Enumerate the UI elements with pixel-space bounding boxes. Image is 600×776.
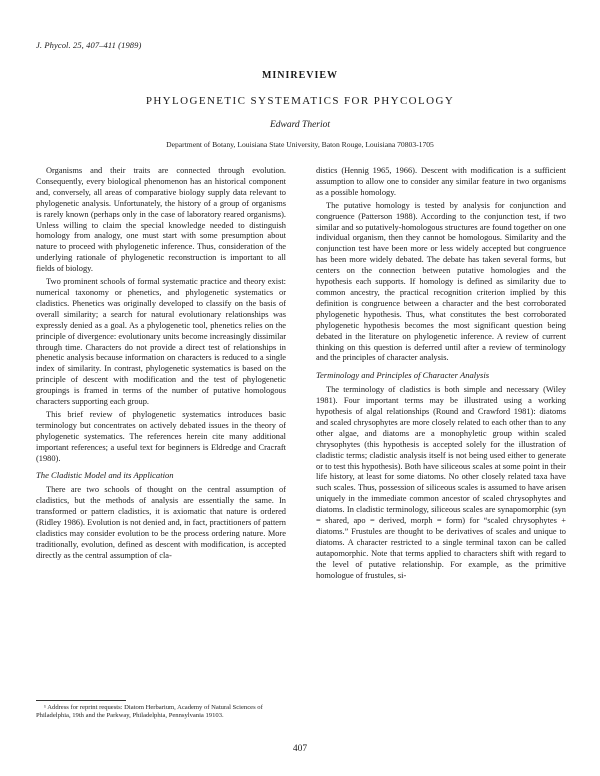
paragraph: This brief review of phylogenetic systematics introduces basic terminology but concentrates on actively debated issues in the theory of phylogenetic systematics. The references herein cite many additional important references; a useful text for beginners is Eldredge and Cracraft (1980). xyxy=(36,409,286,463)
paragraph: Organisms and their traits are connected through evolution. Consequently, every biological phenomenon has an historical component and, conversely, all areas of comparative biology supply data relevant to phylogenetic analysis. Unfortunately, the history of a group of organisms is rarely known (perhaps only in the case of laboratory reared organisms). Unless willing to claim the special knowledge needed to distinguish homology from analogy, one must start with some presumption about nature to proceed with phylogenetic inference. Thus, consideration of the underlying rationale of phylogenetic reconstruction is important to all fields of biology. xyxy=(36,166,286,274)
section-label: MINIREVIEW xyxy=(261,70,339,81)
footnote-divider xyxy=(36,700,126,701)
page-number: 407 xyxy=(292,744,308,754)
paragraph: There are two schools of thought on the central assumption of cladistics, but the methods of analysis are essentially the same. In transformed or pattern cladistics, it is axiomatic that nature is ordered (Ridley 1986). Evolution is not denied and, in fact, practitioners of pattern cladistics may consider evolution to be the process ordering nature. More traditionally, evolution, defined as descent with modification, is accepted directly as the central assumption of cla- xyxy=(36,485,286,560)
paragraph: Two prominent schools of formal systematic practice and theory exist: numerical taxonomy or phenetics, and phylogenetic systematics or cladistics. Phenetics was originally developed to classify on the basis of overall similarity; a search for natural evolutionary relationships was expressly denied as a goal. As a phylogenetic tool, phenetics relies on the principle of divergence: evolutionary units become increasingly dissimilar through time. Characters do not provide a direct test of relationships in phenetic analysis because information on characters is reduced to a single index of similarity. In contrast, phylogenetic systematics is based on the principle of descent with modification and the test of phylogenetic groupings is framed in terms of the number of putative homologous characters supporting each group. xyxy=(36,277,286,407)
author-affiliation: Department of Botany, Louisiana State University, Baton Rouge, Louisiana 70803-1705 xyxy=(166,140,434,149)
article-title: PHYLOGENETIC SYSTEMATICS FOR PHYCOLOGY xyxy=(145,95,455,107)
paragraph: The putative homology is tested by analysis for conjunction and congruence (Patterson 1988). According to the conjunction test, if two similar and so putatively-homologous structures are found together on one individual organism, then they cannot be homologous. Similarity and the conjunction test have been more or less widely accepted but congruence has been more widely debated. The debate has taken several forms, but centers on the connection between putative homologies and the hypothesis each supports. If homology is defined as similarity due to common ancestry, the practical recognition criterion implied by this definition is congruence between a character and the best corroborated phylogenetic hypothesis. Thus, what constitutes the best corroborated phylogenetic hypothesis becomes the most significant question being debated in the literature on phylogenetic inference. A review of current thinking on this question is deferred until after a review of terminology and the principles of character analysis. xyxy=(316,200,566,363)
section-heading: Terminology and Principles of Character Analysis xyxy=(316,370,490,381)
paragraph: distics (Hennig 1965, 1966). Descent with modification is a sufficient assumption to allow one to consider any similar feature in two organisms as a possible homology. xyxy=(316,166,566,197)
left-column xyxy=(36,166,286,696)
author-name: Edward Theriot xyxy=(269,120,331,130)
right-column xyxy=(316,166,566,696)
running-head: J. Phycol. 25, 407–411 (1989) xyxy=(36,40,142,50)
footnote: ¹ Address for reprint requests: Diatom Herbarium, Academy of Natural Sciences of Philadelphia, 19th and the Parkway, Philadelphia, Pennsylvania 19103. xyxy=(36,704,263,719)
section-heading: The Cladistic Model and its Application xyxy=(36,470,174,481)
paragraph: The terminology of cladistics is both simple and necessary (Wiley 1981). Four important terms may be illustrated using a working hypothesis of algal relationships (Round and Crawford 1981): diatoms and scaled chrysophytes are more closely related to each other than to any other algae, and diatoms are a monophyletic group within scaled chrysophytes (this hypothesis is accepted solely for the illustration of cladistic terms; cladistic analysis itself is not being used either to generate or to test this hypothesis). Both have siliceous scales at some point in their life history, at least for some diatoms. No other closely related taxa have such scales. Thus, possession of siliceous scales is assumed to have arisen uniquely in the immediate common ancestor of scaled chrysophytes and diatoms. In cladistic terminology, siliceous scales are synapomorphic (syn = shared, apo = derived, morph = form) for “scaled chrysophytes + diatoms.” Frustules are thought to be derivatives of scales and unique to diatoms. A character restricted to a single terminal taxon can be called autapomorphic. Note that terms applied to characters shift with regard to the level of putative relationship. For example, as the primitive homologue of frustules, si- xyxy=(316,385,566,580)
